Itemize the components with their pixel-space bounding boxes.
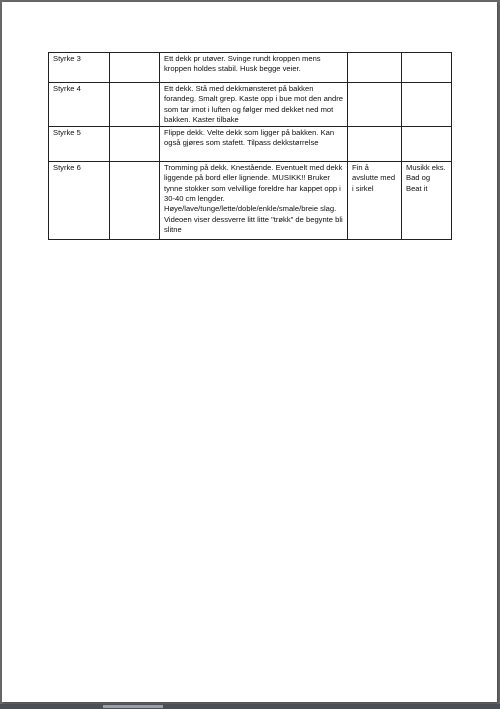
empty-cell bbox=[110, 127, 160, 162]
note-cell: Musikk eks. Bad og Beat it bbox=[402, 162, 452, 240]
row-label: Styrke 5 bbox=[49, 127, 110, 162]
comment-cell bbox=[348, 53, 402, 83]
empty-cell bbox=[110, 162, 160, 240]
scrollbar-thumb[interactable] bbox=[103, 705, 163, 708]
note-cell bbox=[402, 83, 452, 127]
comment-cell bbox=[348, 83, 402, 127]
row-label: Styrke 3 bbox=[49, 53, 110, 83]
viewer-scrollbar[interactable] bbox=[0, 704, 500, 709]
note-cell bbox=[402, 127, 452, 162]
row-description: Ett dekk. Stå med dekkmønsteret på bakken forandeg. Smalt grep. Kaste opp i bue mot den andre som tar imot i luften og følger med dekket ned mot bakken. Kaster tilbake bbox=[160, 83, 348, 127]
row-description: Ett dekk pr utøver. Svinge rundt kroppen mens kroppen holdes stabil. Husk begge veier. bbox=[160, 53, 348, 83]
table-row bbox=[49, 162, 452, 240]
table-row bbox=[49, 127, 452, 162]
note-cell bbox=[402, 53, 452, 83]
empty-cell bbox=[110, 53, 160, 83]
empty-cell bbox=[110, 83, 160, 127]
row-description: Flippe dekk. Velte dekk som ligger på bakken. Kan også gjøres som stafett. Tilpass dekkstørrelse bbox=[160, 127, 348, 162]
activity-table bbox=[48, 52, 452, 240]
row-description: Tromming på dekk. Knestående. Eventuelt med dekk liggende på bord eller lignende. MUSIKK!! Bruker tynne stokker som velvillige foreldre har kappet opp i 30-40 cm lengder. Høye/lave/tunge/lette/doble/enkle/smale/breie slag. Videoen viser dessverre litt litte "trøkk" de begynte bli slitne bbox=[160, 162, 348, 240]
comment-cell bbox=[348, 127, 402, 162]
row-label: Styrke 6 bbox=[49, 162, 110, 240]
table-row bbox=[49, 83, 452, 127]
row-label: Styrke 4 bbox=[49, 83, 110, 127]
table-row bbox=[49, 53, 452, 83]
comment-cell: Fin å avslutte med i sirkel bbox=[348, 162, 402, 240]
